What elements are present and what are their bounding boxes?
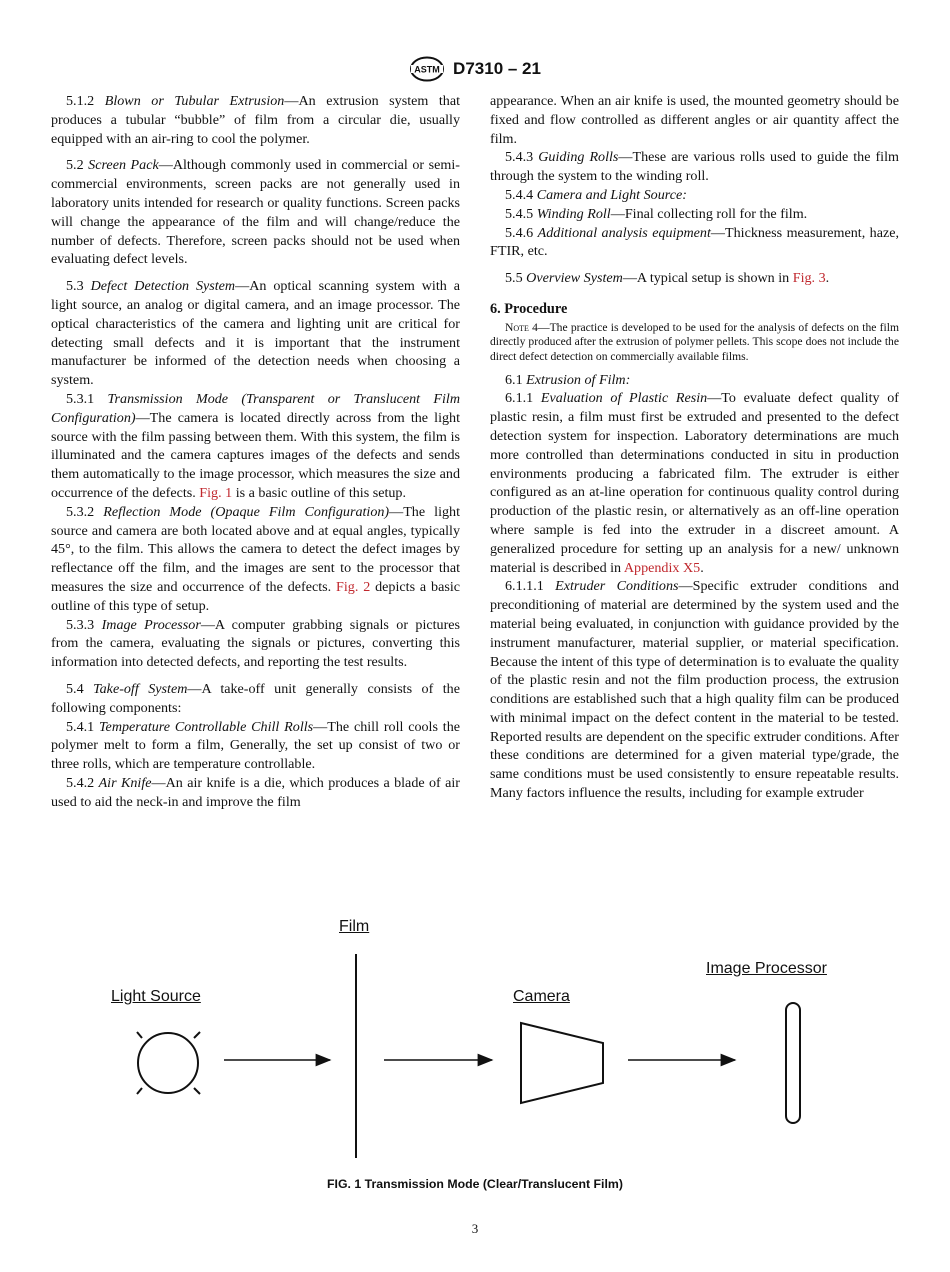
paragraph-5-5: 5.5 Overview System—A typical setup is shown in Fig. 3. <box>505 270 830 287</box>
paragraph-5-4-6: 5.4.6 Additional analysis equipment—Thickness measurement, haze, FTIR, etc. <box>490 224 899 260</box>
paragraph-5-4-2: 5.4.2 Air Knife—An air knife is a die, which produces a blade of air used to aid the neck-in and improve the film <box>51 774 460 810</box>
paragraph-5-3-1: 5.3.1 Transmission Mode (Transparent or Translucent Film Configuration)—The camera is located directly across from the light source with the film passing between them. With this system, the film is illuminated and the camera captures images of the defects and sends them automatically to the image processor, which measures the size and occurrence of the defects. Fig. 1 is a basic outline of this setup. <box>51 390 461 501</box>
figure-1-caption: FIG. 1 Transmission Mode (Clear/Translucent Film) <box>327 1177 623 1191</box>
image-processor-icon <box>786 1003 800 1123</box>
camera-label: Camera <box>513 988 570 1005</box>
appendix-x5-link[interactable]: Appendix X5 <box>623 559 701 576</box>
page-number: 3 <box>471 1221 479 1236</box>
page-header <box>0 56 950 82</box>
note-4: Note 4—The practice is developed to be used for the analysis of defects on the film directly produced after the extrusion of polymer pellets. This scope does not include the direct defect detection on commercially available films. <box>490 320 899 363</box>
svg-text:ASTM: ASTM <box>414 64 440 75</box>
paragraph-5-1-2: 5.1.2 Blown or Tubular Extrusion—An extrusion system that produces a tubular “bubble” of film from a circular die, usually equipped with an air-ring to cool the polymer. <box>51 93 460 147</box>
light-source-label: Light Source <box>111 988 201 1005</box>
paragraph-5-4: 5.4 Take-off System—A take-off unit generally consists of the following components: <box>51 680 460 716</box>
image-processor-label: Image Processor <box>706 960 827 977</box>
paragraph-5-4-2-continued: appearance. When an air knife is used, the mounted geometry should be fixed and flow controlled as different angles or air quantity affect the film. <box>490 93 899 147</box>
camera-icon <box>521 1023 603 1103</box>
fig3-link[interactable]: Fig. 3 <box>792 270 826 287</box>
paragraph-5-3-2: 5.3.2 Reflection Mode (Opaque Film Configuration)—The light source and camera are both located above and at equal angles, typically 45°, to the film. This allows the camera to detect the defect images by reflectance off the film, and the images are sent to the processor that measures the size and occurrence of the defects. Fig. 2 depicts a basic outline of this type of setup. <box>51 503 460 614</box>
astm-logo-icon <box>409 56 445 82</box>
section-heading-procedure: 6. Procedure <box>490 300 568 317</box>
designation: D7310 – 21 <box>453 59 541 78</box>
figure-1-diagram <box>0 900 950 1180</box>
paragraph-5-4-5: 5.4.5 Winding Roll—Final collecting roll for the film. <box>505 205 808 222</box>
paragraph-5-2: 5.2 Screen Pack—Although commonly used in commercial or semi-commercial environments, screen packs are not generally used in laboratory units intended for research or quality functions. Screen packs will change the appearance of the film and will change/reduce the number of defects. Therefore, screen packs should not be used when evaluating defect levels. <box>51 157 460 268</box>
paragraph-5-4-1: 5.4.1 Temperature Controllable Chill Rolls—The chill roll cools the polymer melt to form a film, Generally, the set up consist of two or three rolls, which are temperature controllable. <box>51 718 460 773</box>
fig2-link[interactable]: Fig. 2 <box>336 578 371 595</box>
left-column <box>51 92 460 811</box>
light-source-icon <box>137 1032 200 1094</box>
paragraph-6-1: 6.1 Extrusion of Film: <box>505 371 631 388</box>
paragraph-5-3-3: 5.3.3 Image Processor—A computer grabbing signals or pictures from the camera, evaluating the signals or pictures, converting this information into detected defects, and reporting the test results. <box>51 616 461 671</box>
film-label: Film <box>339 918 370 935</box>
paragraph-6-1-1: 6.1.1 Evaluation of Plastic Resin—To evaluate defect quality of plastic resin, a film must first be extruded and presented to the defect detection system for inspection. Laboratory determinations are much more controlled than determinations conducted in situ in production environments producing a fabricated film. The extruder is either configured as an at-line operation for continuous quality control during production of the plastic resin, or alternatively as an off-line operation where sample is fed into the extruder in a discreet amount. A generalized procedure for setting up an analysis for a new/ unknown material is described in Appendix X5. <box>490 390 899 576</box>
fig1-link[interactable]: Fig. 1 <box>199 484 233 501</box>
figure-1 <box>0 900 950 1180</box>
paragraph-5-4-3: 5.4.3 Guiding Rolls—These are various rolls used to guide the film through the system to the winding roll. <box>490 149 899 185</box>
paragraph-5-3: 5.3 Defect Detection System—An optical scanning system with a light source, an analog or digital camera, and an image processor. The optical characteristics of the camera and lighting unit are critical for detecting small defects and it is important that the instrument manufacturer be informed of the detection needs when choosing a system. <box>51 278 460 389</box>
right-column <box>490 92 899 803</box>
paragraph-5-4-4: 5.4.4 Camera and Light Source: <box>505 186 687 203</box>
paragraph-6-1-1-1: 6.1.1.1 Extruder Conditions—Specific extruder conditions and preconditioning of material are determined by the system used and the material being evaluated, in conjunction with guidance provided by the instrument manufacturer, material supplier, or material specification. Because the intent of this type of determination is to evaluate the quality of the plastic resin and not the film production process, the extrusion conditions are established such that a high quality film can be produced with minimal impact on the defect content in the material to be tested. Reported results are dependent on the specific extruder conditions. After these conditions are determined for a given material type/grade, the same conditions must be used consistently to ensure repeatable results. Many factors influence the results, including for example extruder <box>490 578 899 802</box>
